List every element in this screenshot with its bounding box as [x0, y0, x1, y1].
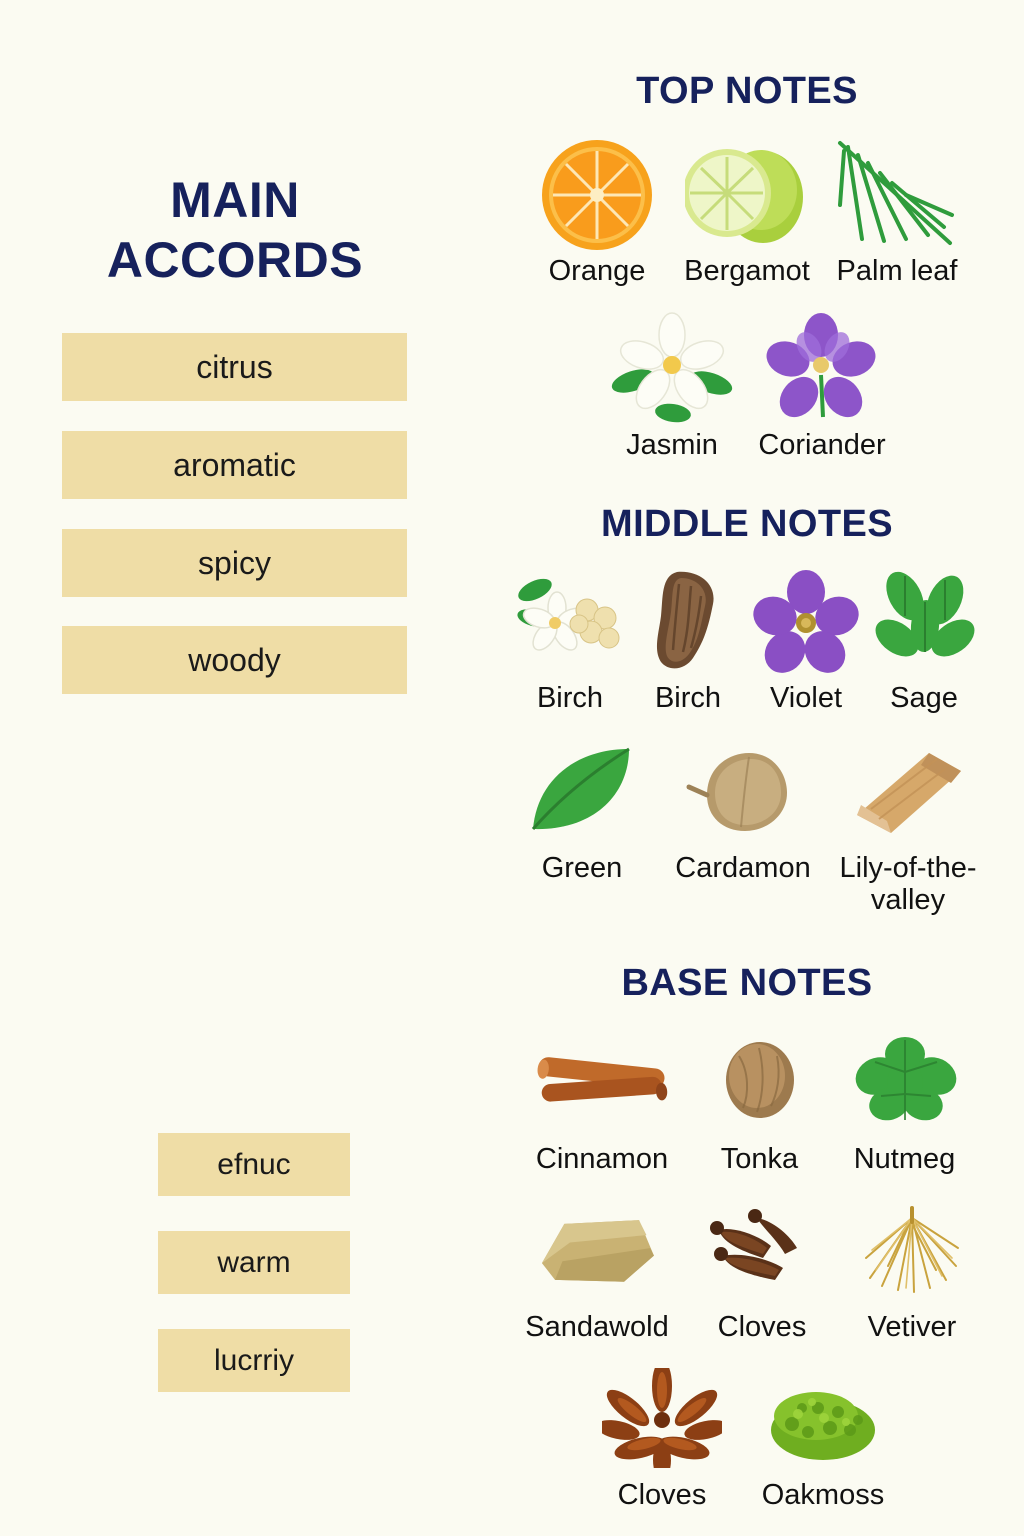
note-label: Sage: [890, 682, 958, 714]
note-label: Green: [541, 852, 623, 884]
star-anise-icon: [592, 1359, 732, 1477]
cinnamon-sticks-icon: [532, 1023, 672, 1141]
note-item-lily-of-the-valley: [828, 732, 988, 916]
note-row: [470, 732, 1024, 916]
sandalwood-block-icon: [527, 1191, 667, 1309]
accord-bar-woody: [62, 626, 407, 694]
tonka-bean-icon: [690, 1023, 830, 1141]
note-label: Orange: [548, 255, 646, 287]
section-title-middle-notes: MIDDLE NOTES: [601, 503, 893, 545]
note-item-cinnamon: [515, 1023, 690, 1175]
accord-bar-warm: [158, 1231, 350, 1294]
vetiver-roots-icon: [842, 1191, 982, 1309]
note-row: [470, 309, 1024, 461]
section-title-top-notes: TOP NOTES: [636, 70, 858, 112]
note-item-sage: [865, 562, 983, 714]
note-item-palm-leaf: [822, 135, 972, 287]
note-item-coriander: [747, 309, 897, 461]
accord-label: efnuc: [217, 1147, 291, 1181]
note-item-birch-bark: [629, 562, 747, 714]
mint-leaf-icon: [835, 1023, 975, 1141]
page-title-line1: MAIN: [170, 172, 300, 228]
note-label: Cloves: [617, 1479, 707, 1511]
note-item-sandawold: [507, 1191, 687, 1343]
note-item-orange: [522, 135, 672, 287]
page-title-line2: ACCORDS: [106, 232, 364, 288]
green-leaf-icon: [512, 732, 652, 850]
note-row: [470, 1191, 1024, 1343]
accord-bar-efnuc: [158, 1133, 350, 1196]
note-label: Cloves: [717, 1311, 807, 1343]
note-row: [470, 562, 1024, 714]
cloves-icon: [692, 1191, 832, 1309]
accord-label: warm: [217, 1245, 291, 1279]
note-item-cloves-star-anise: [586, 1359, 738, 1511]
jasmine-flower-icon: [602, 309, 742, 427]
accord-bar-aromatic: [62, 431, 407, 499]
note-item-nutmeg: [830, 1023, 980, 1175]
note-label: Oakmoss: [761, 1479, 885, 1511]
note-label: Birch: [536, 682, 604, 714]
orange-slice-icon: [527, 135, 667, 253]
note-label: Bergamot: [684, 255, 810, 287]
note-label: Cardamon: [675, 852, 811, 884]
note-item-jasmin: [597, 309, 747, 461]
accord-bar-citrus: [62, 333, 407, 401]
accord-bar-spicy: [62, 529, 407, 597]
notes-panel: [470, 0, 1024, 1536]
note-label: Vetiver: [867, 1311, 957, 1343]
purple-flower-icon: [752, 309, 892, 427]
accord-label: aromatic: [173, 446, 296, 483]
main-accords-panel: [0, 0, 470, 1536]
note-label: Sandawold: [525, 1311, 669, 1343]
note-row: [470, 1023, 1024, 1175]
note-label: Birch: [654, 682, 722, 714]
note-label: Violet: [769, 682, 843, 714]
note-label: Cinnamon: [535, 1143, 669, 1175]
note-label: Coriander: [758, 429, 886, 461]
section-title-base-notes: BASE NOTES: [621, 962, 873, 1004]
accord-label: woody: [188, 641, 281, 678]
note-item-cardamon: [658, 732, 828, 884]
lime-icon: [677, 135, 817, 253]
note-item-tonka: [690, 1023, 830, 1175]
note-item-cloves: [687, 1191, 837, 1343]
palm-leaf-icon: [827, 135, 967, 253]
note-item-bergamot: [672, 135, 822, 287]
oakmoss-icon: [753, 1359, 893, 1477]
cardamom-pod-icon: [673, 732, 813, 850]
accord-label: spicy: [198, 544, 271, 581]
sage-leaves-icon: [854, 562, 994, 680]
note-label: Jasmin: [626, 429, 718, 461]
note-item-vetiver: [837, 1191, 987, 1343]
note-item-green: [506, 732, 658, 884]
accord-label: lucrriy: [214, 1343, 294, 1377]
note-label: Nutmeg: [853, 1143, 956, 1175]
note-item-birch-blossom: [511, 562, 629, 714]
note-label: Lily-of-the-valley: [839, 852, 977, 916]
wood-chip-icon: [838, 732, 978, 850]
note-item-violet: [747, 562, 865, 714]
note-item-oakmoss: [738, 1359, 908, 1511]
page-title: [0, 170, 470, 290]
note-row: [470, 135, 1024, 287]
accord-label: citrus: [196, 348, 273, 385]
note-label: Tonka: [720, 1143, 799, 1175]
note-label: Palm leaf: [836, 255, 958, 287]
accord-bar-lucrriy: [158, 1329, 350, 1392]
note-row: [470, 1359, 1024, 1511]
